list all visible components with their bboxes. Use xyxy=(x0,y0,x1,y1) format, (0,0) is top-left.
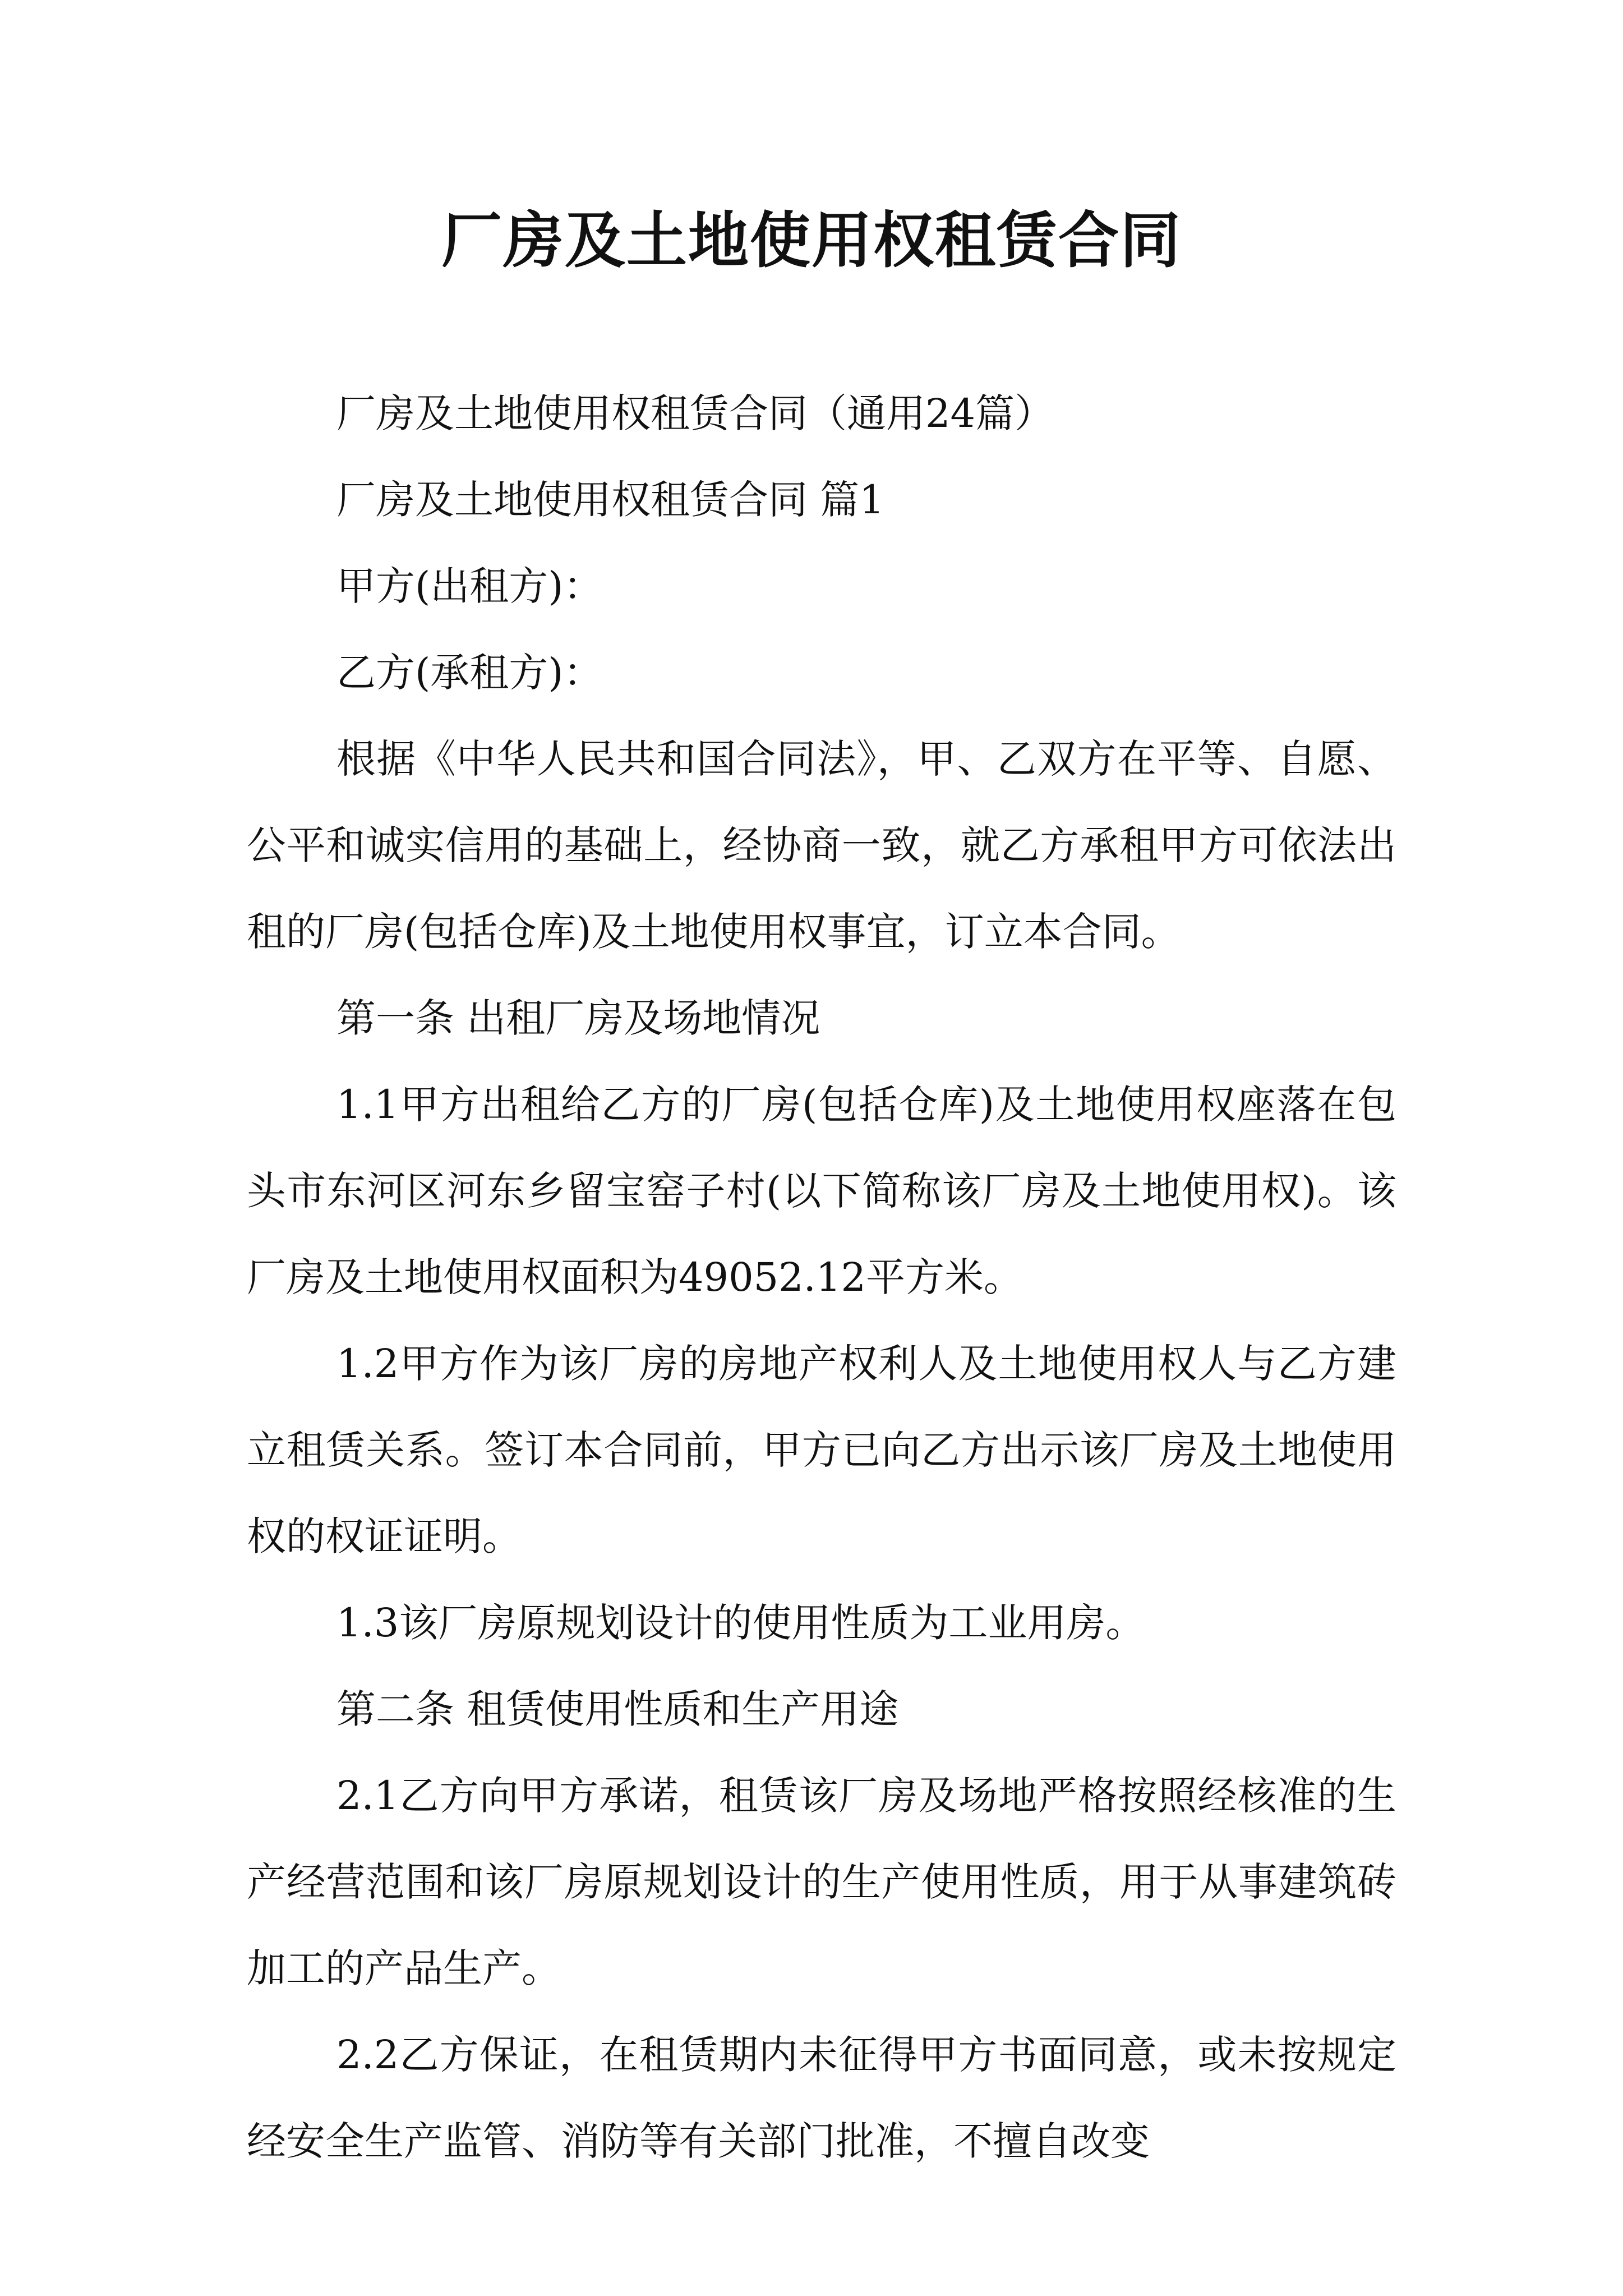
paragraph-subtitle: 厂房及土地使用权租赁合同（通用24篇） xyxy=(336,390,1054,436)
paragraph-party-a: 甲方(出租方)： xyxy=(336,563,603,609)
paragraph-article-1-heading: 第一条 出租厂房及场地情况 xyxy=(336,995,820,1041)
paragraph-clause-1-2: 1.2甲方作为该厂房的房地产权利人及土地使用权人与乙方建立租赁关系。签订本合同前，甲方已向乙方出示该厂房及土地使用权的权证证明。 xyxy=(247,1341,1396,1559)
paragraph-clause-1-1: 1.1甲方出租给乙方的厂房(包括仓库)及土地使用权座落在包头市东河区河东乡留宝窑子村(以下简称该厂房及土地使用权)。该厂房及土地使用权面积为49052.12平方米。 xyxy=(247,1082,1396,1300)
paragraph-article-2-heading: 第二条 租赁使用性质和生产用途 xyxy=(336,1686,899,1732)
paragraph-section-heading: 厂房及土地使用权租赁合同 篇1 xyxy=(336,477,884,523)
paragraph-clause-2-1: 2.1乙方向甲方承诺，租赁该厂房及场地严格按照经核准的生产经营范围和该厂房原规划设计的生产使用性质，用于从事建筑砖加工的产品生产。 xyxy=(247,1773,1396,1991)
document-title: 厂房及土地使用权租赁合同 xyxy=(441,206,1182,276)
paragraph-clause-2-2: 2.2乙方保证，在租赁期内未征得甲方书面同意，或未按规定经安全生产监管、消防等有关部门批准，不擅自改变 xyxy=(247,2032,1396,2164)
paragraph-clause-1-3: 1.3该厂房原规划设计的使用性质为工业用房。 xyxy=(336,1600,1145,1646)
paragraph-preamble: 根据《中华人民共和国合同法》，甲、乙双方在平等、自愿、公平和诚实信用的基础上，经协商一致，就乙方承租甲方可依法出租的厂房(包括仓库)及土地使用权事宜，订立本合同。 xyxy=(247,736,1396,955)
document-body xyxy=(247,370,1396,2184)
paragraph-party-b: 乙方(承租方)： xyxy=(336,650,603,696)
